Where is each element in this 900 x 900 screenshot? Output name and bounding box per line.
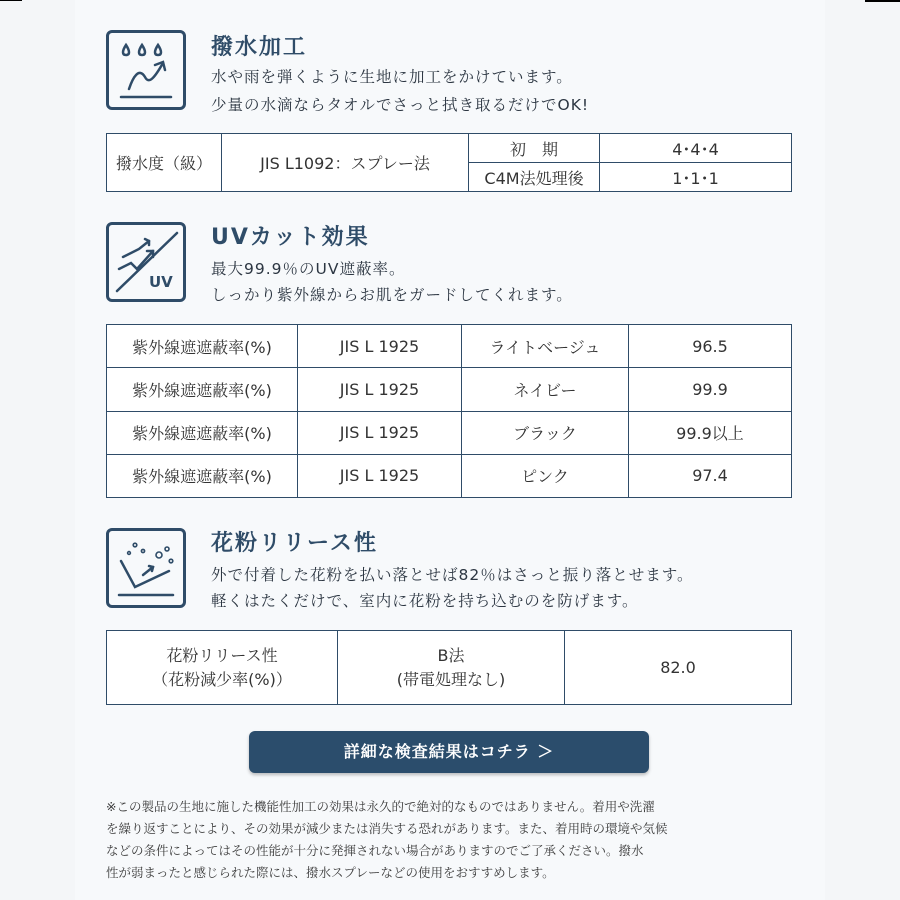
water-table-value: 1･1･1 — [600, 163, 792, 192]
uv-row-value: 99.9以上 — [629, 411, 792, 454]
pollen-label-line-2: （花粉減少率(%)） — [152, 669, 292, 689]
uv-row-color: ピンク — [462, 454, 629, 497]
pollen-release-icon — [106, 528, 186, 608]
water-table-label: 撥水度（級） — [107, 134, 222, 192]
uv-row-method: JIS L 1925 — [298, 368, 462, 411]
uv-row-value: 99.9 — [629, 368, 792, 411]
section-desc-line-2: 少量の水滴ならタオルでさっと拭き取るだけでOK! — [211, 96, 590, 114]
note-line: 性が弱まったと感じられた際には、撥水スプレーなどの使用をおすすめします。 — [106, 865, 555, 880]
uv-row-label: 紫外線遮遮蔽率(%) — [107, 368, 298, 411]
pollen-table — [106, 630, 792, 705]
uv-row-color: ライトベージュ — [462, 325, 629, 368]
uv-row-method: JIS L 1925 — [298, 325, 462, 368]
note-line: ※この製品の生地に施した機能性加工の効果は永久的で絶対的なものではありません。着用や洗濯 — [106, 799, 655, 814]
pollen-table-value: 82.0 — [565, 631, 792, 705]
note-line: を繰り返すことにより、その効果が減少または消失する恐れがあります。また、着用時の環境や気候 — [106, 821, 668, 836]
section-desc-line-1: 最大99.9％のUV遮蔽率。 — [211, 260, 406, 278]
table-row — [107, 454, 792, 497]
section-title: 花粉リリース性 — [211, 531, 378, 556]
water-table-method: JIS L1092：スプレー法 — [222, 134, 469, 192]
water-table-cond: C4M法処理後 — [469, 163, 600, 192]
uv-row-label: 紫外線遮遮蔽率(%) — [107, 411, 298, 454]
uv-row-color: ネイビー — [462, 368, 629, 411]
water-table — [106, 133, 792, 192]
water-table-value: 4･4･4 — [600, 134, 792, 163]
pollen-method-line-2: (帯電処理なし) — [396, 669, 506, 689]
section-title: UVカット効果 — [211, 225, 370, 250]
uv-cut-icon — [106, 222, 186, 302]
table-row — [107, 325, 792, 368]
table-row — [107, 411, 792, 454]
pollen-label-line-1: 花粉リリース性 — [166, 645, 278, 665]
section-desc-line-1: 水や雨を弾くように生地に加工をかけています。 — [211, 68, 573, 86]
disclaimer-note — [106, 796, 796, 884]
section-desc-line-2: しっかり紫外線からお肌をガードしてくれます。 — [211, 286, 573, 304]
water-table-cond: 初 期 — [469, 134, 600, 163]
pollen-table-label — [107, 631, 338, 705]
uv-row-value: 96.5 — [629, 325, 792, 368]
uv-table — [106, 324, 792, 498]
pollen-method-line-1: B法 — [437, 645, 465, 665]
uv-row-method: JIS L 1925 — [298, 454, 462, 497]
edge-mark — [0, 0, 22, 1]
uv-row-method: JIS L 1925 — [298, 411, 462, 454]
water-repellent-icon — [106, 30, 186, 110]
note-line: などの条件によってはその性能が十分に発揮されない場合がありますのでご了承ください。撥水 — [106, 843, 644, 858]
uv-row-label: 紫外線遮遮蔽率(%) — [107, 325, 298, 368]
uv-row-color: ブラック — [462, 411, 629, 454]
uv-row-value: 97.4 — [629, 454, 792, 497]
uv-icon-text: UV — [149, 273, 173, 291]
edge-mark — [865, 0, 900, 2]
section-desc-line-1: 外で付着した花粉を払い落とせば82％はさっと振り落とせます。 — [211, 566, 694, 584]
section-title: 撥水加工 — [211, 35, 308, 60]
pollen-table-method — [338, 631, 565, 705]
table-row — [107, 368, 792, 411]
uv-row-label: 紫外線遮遮蔽率(%) — [107, 454, 298, 497]
detail-results-button[interactable]: 詳細な検査結果はコチラ ＞ — [249, 731, 649, 773]
section-desc-line-2: 軽くはたくだけで、室内に花粉を持ち込むのを防げます。 — [211, 592, 639, 610]
